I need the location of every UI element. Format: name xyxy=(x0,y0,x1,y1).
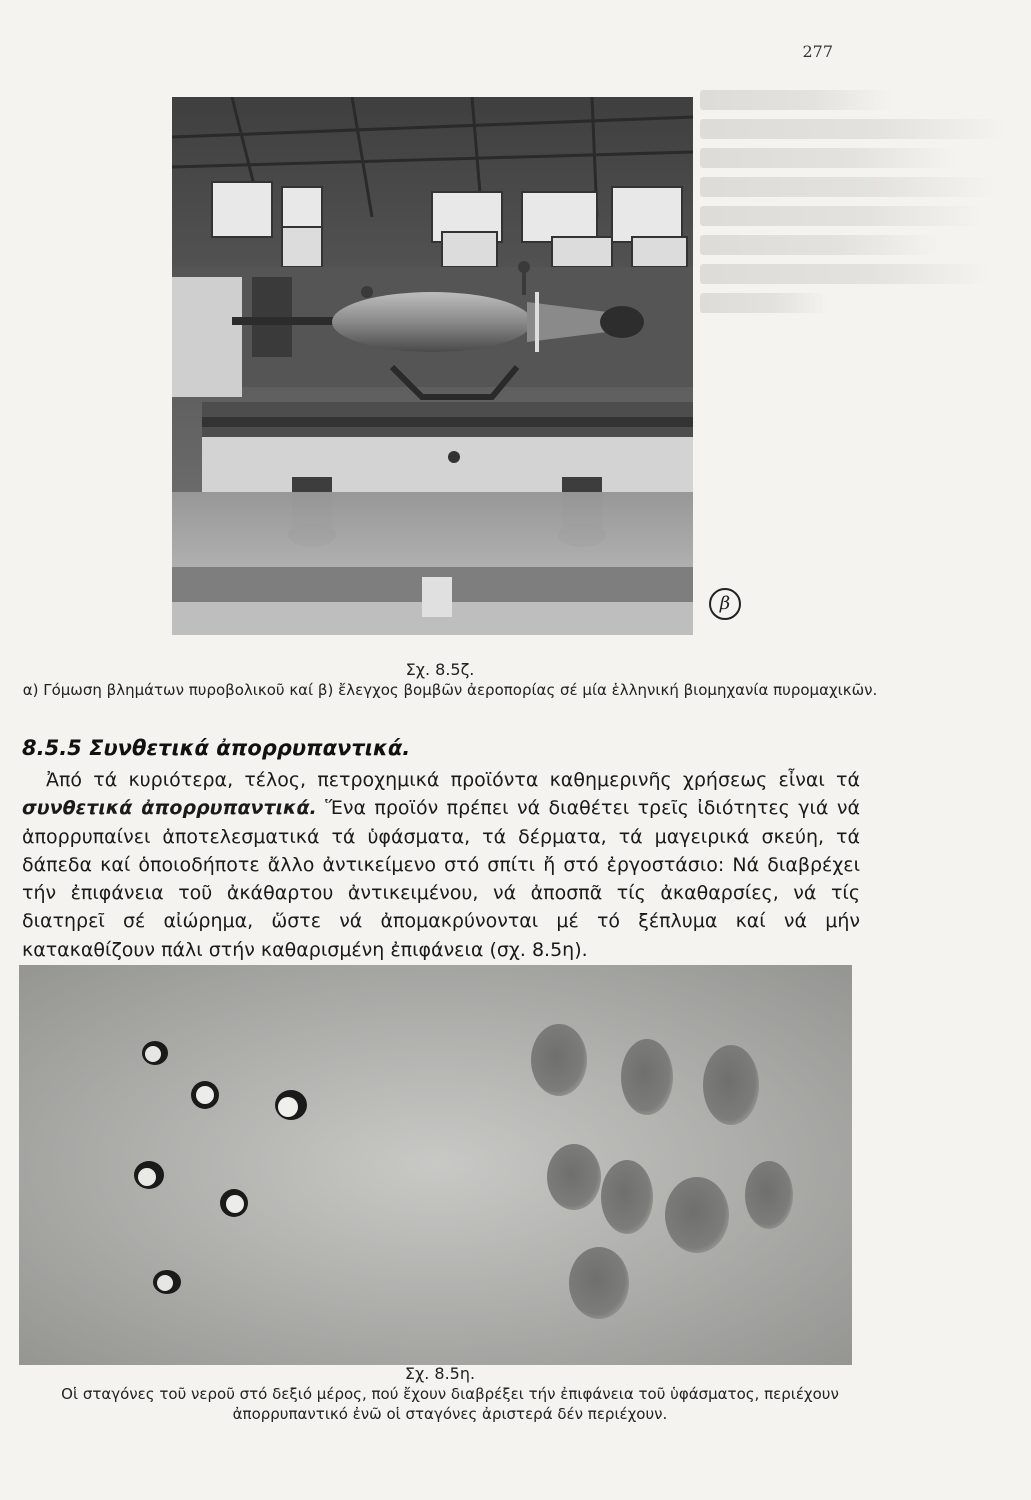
bleed-through-text xyxy=(700,90,1020,322)
droplets-photo-illustration xyxy=(19,965,852,1365)
figure-1-label: Σχ. 8.5ζ. xyxy=(405,660,475,679)
figure-part-marker: β xyxy=(709,588,741,620)
figure-2-label: Σχ. 8.5η. xyxy=(404,1364,476,1383)
figure-photo-droplets xyxy=(19,965,852,1365)
section-heading xyxy=(22,736,410,760)
paragraph-emphasis: συνθετικά ἀπορρυπαντικά. xyxy=(22,797,317,820)
section-paragraph xyxy=(22,766,860,964)
page-number: 277 xyxy=(802,42,833,61)
figure-1-caption: α) Γόμωση βλημάτων πυροβολικοῦ καί β) ἔλεγχος βομβῶν ἀεροπορίας σέ μία ἑλληνική βιομηχανία πυρομαχικῶν. xyxy=(22,681,878,699)
paragraph-rest: Ἕνα προϊόν πρέπει νά διαθέτει τρεῖς ἰδιότητες γιά νά ἀπορρυπαίνει ἀποτελεσματικά τά ὑφάσματα, τά δέρματα, τά μαγειρικά σκεύη, τά δάπεδα καί ὁποιοδήποτε ἄλλο ἀντικείμενο στό σπίτι ἤ στό ἐργοστάσιο: Νά διαβρέχει τήν ἐπιφάνεια τοῦ ἀκάθαρτου ἀντικειμένου, νά ἀποσπᾶ τίς ἀκαθαρσίες, νά τίς διατηρεῖ σέ αἰώρημα, ὥστε νά ἀπομακρύνονται μέ τό ξέπλυμα καί νά μήν κατακαθίζουν πάλι στήν καθαρισμένη ἐπιφάνεια (σχ. 8.5η). xyxy=(22,797,860,961)
figure-photo-factory xyxy=(172,97,693,635)
factory-photo-illustration xyxy=(172,97,693,635)
figure-2-caption: Οἱ σταγόνες τοῦ νεροῦ στό δεξιό μέρος, πού ἔχουν διαβρέξει τήν ἐπιφάνεια τοῦ ὑφάσματος, περιέχουν ἀπορρυπαντικό ἐνῶ οἱ σταγόνες ἀριστερά δέν περιέχουν. xyxy=(61,1385,839,1423)
paragraph-start: Ἀπό τά κυριότερα, τέλος, πετροχημικά προϊόντα καθημερινῆς χρήσεως εἶναι τά xyxy=(46,769,860,791)
section-title: Συνθετικά ἀπορρυπαντικά. xyxy=(89,736,411,760)
section-number: 8.5.5 xyxy=(22,736,82,760)
